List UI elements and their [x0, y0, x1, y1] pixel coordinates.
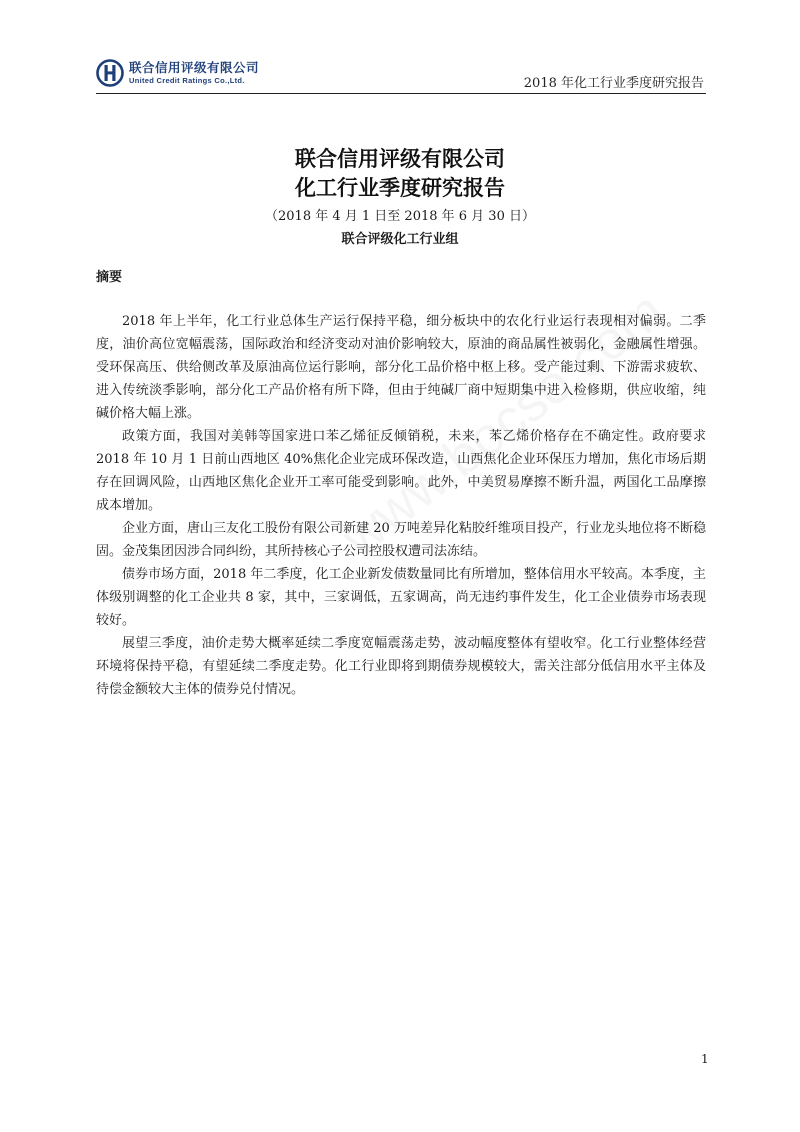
abstract-paragraph-enterprise: 企业方面，唐山三友化工股份有限公司新建 20 万吨差异化粘胶纤维项目投产，行业龙头地位将不断稳固。金茂集团因涉合同纠纷，其所持核心子公司控股权遭司法冻结。	[96, 521, 706, 559]
abstract-paragraph-industry: 2018 年上半年，化工行业总体生产运行保持平稳，细分板块中的农化行业运行表现相对偏弱。二季度，油价高位宽幅震荡，国际政治和经济变动对油价影响较大，原油的商品属性被弱化，金融属性增强。受环保高压、供给侧改革及原油高位运行影响，部分化工品价格中枢上移。受产能过剩、下游需求疲软、进入传统淡季影响，部分化工产品价格有所下降，但由于纯碱厂商中短期集中进入检修期，供应收缩，纯碱价格大幅上涨。	[96, 314, 706, 421]
report-author-group: 联合评级化工行业组	[341, 232, 459, 247]
page-header	[96, 54, 706, 94]
report-title-line2: 化工行业季度研究报告	[295, 176, 505, 200]
logo-company-en: United Credit Ratings Co.,Ltd.	[129, 76, 245, 85]
abstract-heading: 摘要	[96, 270, 123, 285]
abstract-paragraph-bond-market: 债券市场方面，2018 年二季度，化工企业新发债数量同比有所增加，整体信用水平较高。本季度，主体级别调整的化工企业共 8 家，其中，三家调低，五家调高，尚无违约事件发生，化工企业债券市场表现较好。	[96, 567, 706, 628]
report-period: （2018 年 4 月 1 日至 2018 年 6 月 30 日）	[265, 209, 535, 224]
header-divider	[96, 93, 706, 94]
running-title: 2018 年化工行业季度研究报告	[523, 76, 704, 91]
abstract-paragraph-policy: 政策方面，我国对美韩等国家进口苯乙烯征反倾销税，未来，苯乙烯价格存在不确定性。政府要求 2018 年 10 月 1 日前山西地区 40%焦化企业完成环保改造，山西焦化企业环保压力增加，焦化市场后期存在回调风险，山西地区焦化企业开工率可能受到影响。此外，中美贸易摩擦不断升温，两国化工品摩擦成本增加。	[96, 429, 706, 513]
company-logo	[96, 56, 259, 90]
abstract-paragraph-outlook: 展望三季度，油价走势大概率延续二季度宽幅震荡走势，波动幅度整体有望收窄。化工行业整体经营环境将保持平稳，有望延续二季度走势。化工行业即将到期债券规模较大，需关注部分低信用水平主体及待偿金额较大主体的债券兑付情况。	[96, 636, 706, 697]
report-title-line1: 联合信用评级有限公司	[295, 147, 505, 171]
page-number: 1	[701, 1052, 709, 1066]
company-logo-icon	[96, 59, 124, 87]
logo-company-cn: 联合信用评级有限公司	[129, 59, 260, 75]
